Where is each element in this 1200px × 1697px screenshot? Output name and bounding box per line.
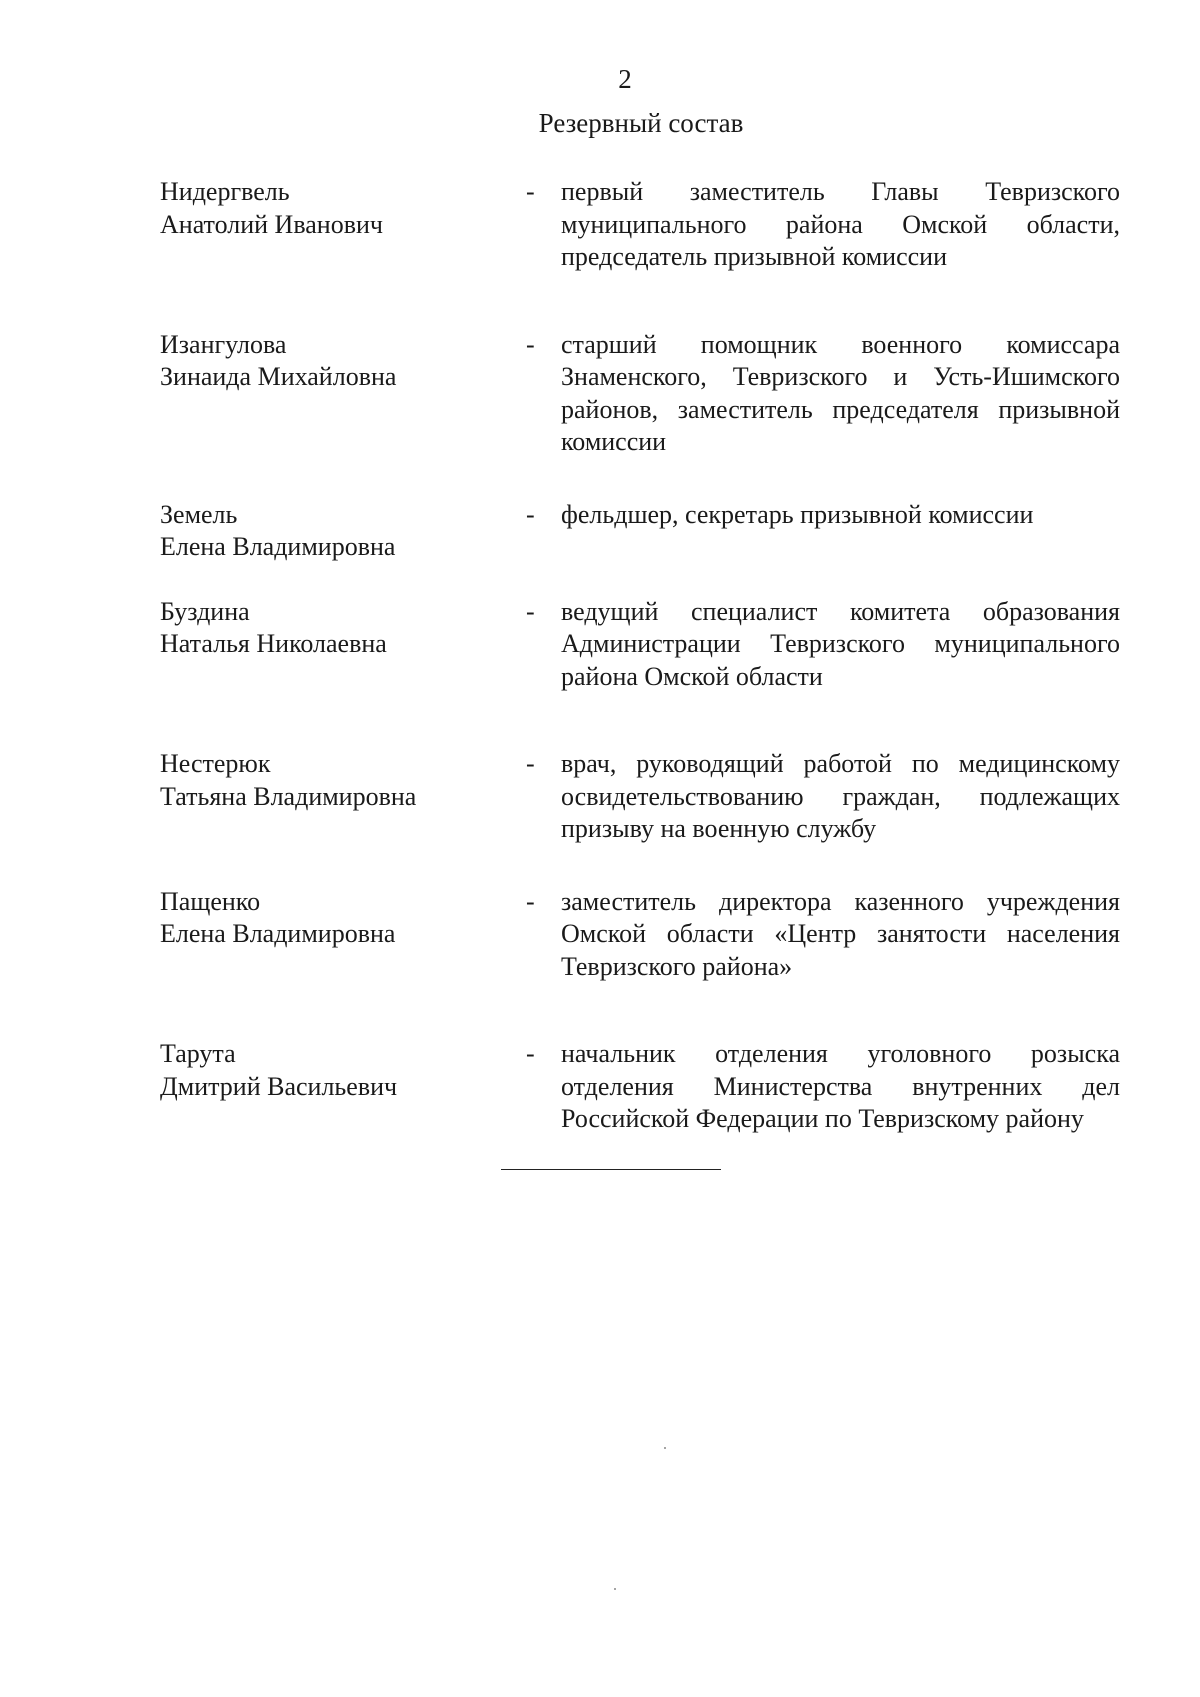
member-given-names: Анатолий Иванович (160, 209, 383, 239)
member-given-names: Татьяна Владимировна (160, 781, 417, 811)
page-number: 2 (618, 64, 632, 94)
member-role: фельдшер, секретарь призывной комиссии (561, 499, 1034, 529)
member-surname: Нестерюк (160, 749, 271, 778)
member-list (160, 176, 1120, 1136)
dash-separator: - (526, 749, 535, 778)
member-name (160, 176, 500, 241)
member-name (160, 329, 500, 394)
member-role: начальник отделения уголовного розыска отделения Министерства внутренних дел Российской Федерации по Тевризскому району (561, 1039, 1120, 1133)
dash-separator: - (526, 1039, 535, 1068)
member-role: старший помощник военного комиссара Знаменского, Тевризского и Усть-Ишимского районов, заместитель председателя призывной комиссии (561, 329, 1120, 456)
member-role: первый заместитель Главы Тевризского муниципального района Омской области, председатель призывной комиссии (561, 177, 1120, 271)
member-name (160, 748, 500, 813)
member-given-names: Елена Владимировна (160, 919, 396, 948)
scan-speck (664, 1447, 666, 1449)
section-title: Резервный состав (538, 108, 744, 138)
scan-speck (614, 1588, 616, 1590)
member-given-names: Елена Владимировна (160, 532, 396, 561)
member-name (160, 596, 500, 661)
member-surname: Земель (160, 499, 238, 529)
member-surname: Пащенко (160, 886, 261, 916)
member-entry (160, 499, 1120, 596)
member-surname: Тарута (160, 1039, 236, 1068)
dash-separator: - (526, 596, 535, 626)
member-role: ведущий специалист комитета образования Администрации Тевризского муниципального района Омской области (561, 596, 1120, 691)
member-role: заместитель директора казенного учреждения Омской области «Центр занятости населения Тевризского района» (561, 886, 1120, 981)
member-role: врач, руководящий работой по медицинскому освидетельствованию граждан, подлежащих призыву на военную службу (561, 749, 1120, 843)
member-surname: Изангулова (160, 329, 287, 359)
member-surname: Нидергвель (160, 177, 290, 206)
member-name (160, 1038, 500, 1103)
closing-rule (501, 1169, 721, 1170)
member-name (160, 886, 500, 951)
dash-separator: - (526, 499, 535, 529)
member-given-names: Наталья Николаевна (160, 629, 387, 658)
member-entry (160, 329, 1120, 459)
member-surname: Буздина (160, 596, 250, 626)
member-entry (160, 596, 1120, 694)
member-given-names: Дмитрий Васильевич (160, 1071, 398, 1101)
dash-separator: - (526, 329, 535, 359)
member-entry (160, 886, 1120, 984)
member-name (160, 499, 500, 564)
member-entry (160, 748, 1120, 846)
dash-separator: - (526, 886, 535, 916)
member-given-names: Зинаида Михайловна (160, 362, 397, 391)
member-entry (160, 176, 1120, 274)
member-entry (160, 1038, 1120, 1136)
dash-separator: - (526, 177, 535, 206)
